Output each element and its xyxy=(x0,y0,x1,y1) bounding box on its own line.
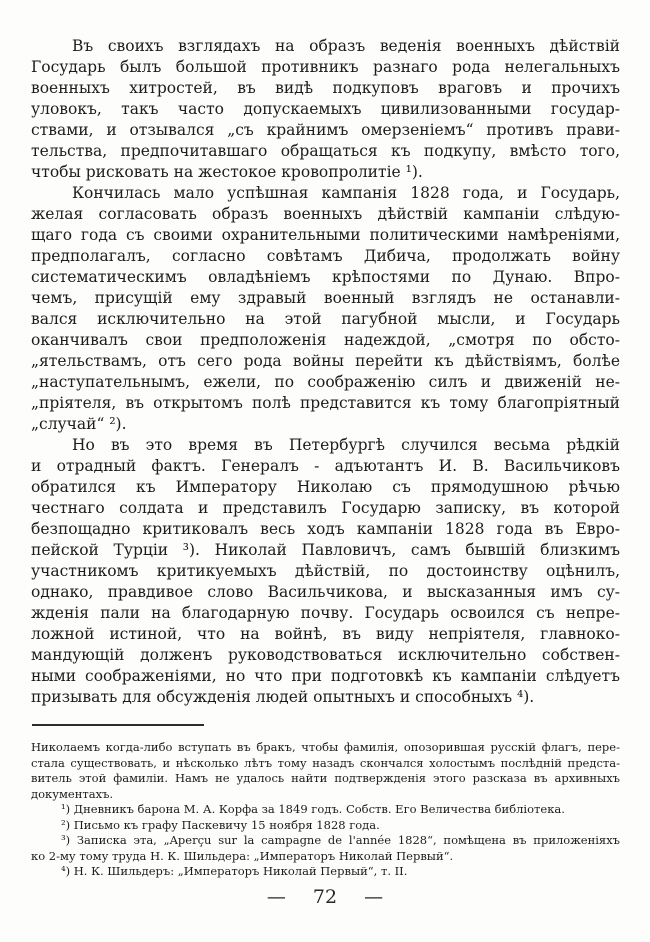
footnote-entry xyxy=(31,864,620,880)
text-line: вался исключительно на этой пагубной мысли, и Государь xyxy=(31,310,620,328)
footnote-continuation xyxy=(31,740,620,802)
page-number-dash-left: — xyxy=(266,886,286,908)
text-line: „ятельствамъ, отъ сего рода войны перейти къ дѣйствіямъ, болѣе xyxy=(31,352,620,370)
text-line: тельства, предпочитавшаго обращаться къ подкупу, вмѣсто того, xyxy=(31,142,620,160)
text-line: призывать для обсужденія людей опытныхъ и способныхъ ⁴). xyxy=(31,688,535,706)
text-line: ⁴) Н. К. Шильдеръ: „Императоръ Николай Первый“, т. II. xyxy=(61,864,408,878)
footnote-entry xyxy=(31,802,620,818)
text-line: военныхъ хитростей, въ видѣ подкуповъ враговъ и прочихъ xyxy=(31,79,620,97)
text-line: стала существовать, и нѣсколько лѣтъ тому назадъ скончался холостымъ послѣдній предста- xyxy=(31,755,620,770)
text-line: ко 2-му тому труда Н. К. Шильдера: „Императоръ Николай Первый“. xyxy=(31,848,454,863)
text-line: мандующій долженъ руководствоваться исключительно собствен- xyxy=(31,646,620,664)
text-line: ными соображеніями, но что при подготовкѣ къ кампаніи слѣдуетъ xyxy=(31,667,620,685)
text-line: Кончилась мало успѣшная кампанія 1828 года, и Государь, xyxy=(72,184,620,202)
text-line: Николаемъ когда-либо вступать въ бракъ, чтобы фамилія, опозорившая русскій флагъ, пере- xyxy=(31,740,620,754)
text-line: и отрадный фактъ. Генералъ - адъютантъ И. В. Васильчиковъ xyxy=(31,457,620,475)
text-line: ложной истиной, что на войнѣ, въ виду непріятеля, главноко- xyxy=(31,625,620,643)
footnote-entry xyxy=(31,818,620,834)
text-line: Въ своихъ взглядахъ на образъ веденія военныхъ дѣйствій xyxy=(72,37,620,55)
footnote-entry xyxy=(31,833,620,864)
text-line: „случай“ ²). xyxy=(31,415,127,433)
text-line: участникомъ критикуемыхъ дѣйствій, по достоинству оцѣнилъ, xyxy=(31,562,620,580)
paragraph xyxy=(31,36,620,183)
text-line: честнаго солдата и представилъ Государю записку, въ которой xyxy=(31,499,620,517)
text-line: ствами, и отзывался „съ крайнимъ омерзеніемъ“ противъ прави- xyxy=(31,121,620,139)
text-line: чтобы рисковать на жестокое кровопролитіе ¹). xyxy=(31,163,423,181)
text-line: обратился къ Императору Николаю съ прямодушною рѣчью xyxy=(31,478,620,496)
text-line: чемъ, присущій ему здравый военный взглядъ не останавли- xyxy=(31,289,620,307)
text-line: щаго года съ своими охранительными политическими намѣреніями, xyxy=(31,226,620,244)
paragraph xyxy=(31,435,620,708)
text-line: Но въ это время въ Петербургѣ случился весьма рѣдкій xyxy=(72,436,620,454)
text-line: оканчивалъ свои предположенія надеждой, „смотря по обсто- xyxy=(31,331,620,349)
text-line: предполагалъ, согласно совѣтамъ Дибича, продолжать войну xyxy=(31,247,620,265)
text-line: пейской Турціи ³). Николай Павловичъ, самъ бывшій близкимъ xyxy=(31,541,620,559)
text-line: жденія пали на благодарную почву. Государь освоился съ непре- xyxy=(31,604,620,622)
text-line: документахъ. xyxy=(31,786,114,801)
page-number xyxy=(0,886,650,908)
text-line: „пріятеля, въ открытомъ полѣ представится къ тому благопріятный xyxy=(31,394,620,412)
text-line: однако, правдивое слово Васильчикова, и высказанныя имъ су- xyxy=(31,583,620,601)
text-line: ²) Письмо къ графу Паскевичу 15 ноября 1828 года. xyxy=(61,817,380,832)
body-text xyxy=(31,36,620,708)
footnotes xyxy=(31,802,620,880)
paragraph xyxy=(31,183,620,435)
footnote-continued-paragraph xyxy=(31,740,620,802)
text-line: витель этой фамиліи. Намъ не удалось найти подтвержденія этого разсказа въ архивныхъ xyxy=(31,771,620,785)
text-line: безпощадно критиковалъ весь ходъ кампаніи 1828 года въ Евро- xyxy=(31,520,620,538)
text-line: систематическимъ овладѣніемъ крѣпостями по Дунаю. Впро- xyxy=(31,268,620,286)
text-line: „наступательнымъ, ежели, по соображенію силъ и движеній не- xyxy=(31,373,620,391)
page-number-value: 72 xyxy=(312,886,338,908)
page-number-dash-right: — xyxy=(364,886,384,908)
text-line: желая согласовать образъ военныхъ дѣйствій кампаніи слѣдую- xyxy=(31,205,620,223)
text-line: ¹) Дневникъ барона М. А. Корфа за 1849 годъ. Собств. Его Величества библіотека. xyxy=(61,802,565,816)
text-line: уловокъ, такъ часто допускаемыхъ цивилизованными государ- xyxy=(31,100,620,118)
text-line: Государь былъ большой противникъ разнаго рода нелегальныхъ xyxy=(31,58,620,76)
footnote-separator xyxy=(32,724,204,726)
text-line: ³) Записка эта, „Aperçu sur la campagne de l'année 1828“, помѣщена въ приложеніяхъ xyxy=(61,833,620,847)
